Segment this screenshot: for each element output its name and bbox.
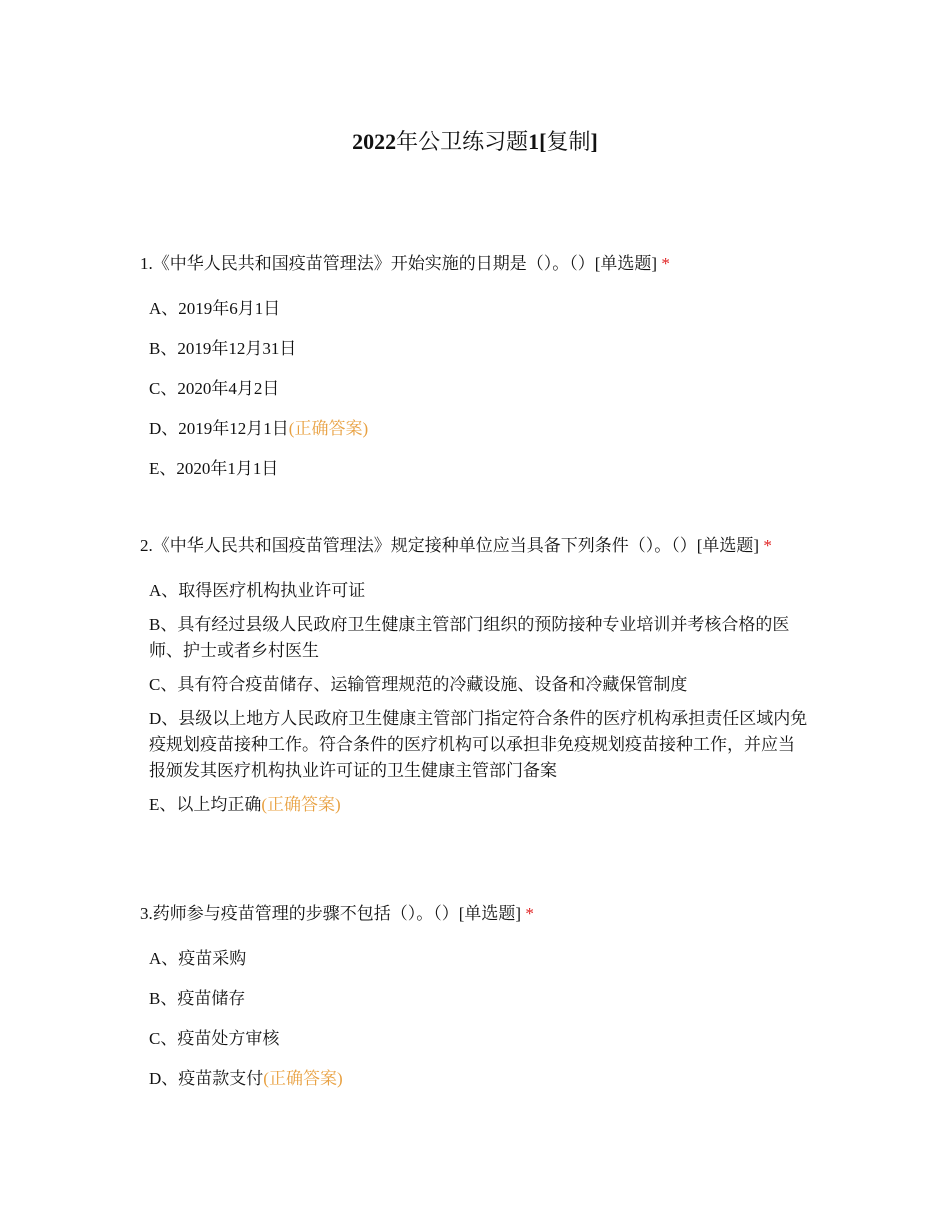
- required-mark: *: [763, 536, 772, 555]
- title-bracket-open: [: [539, 128, 547, 154]
- required-mark: *: [525, 904, 534, 923]
- question-text: 1.《中华人民共和国疫苗管理法》开始实施的日期是（）。（）[单选题]: [140, 254, 658, 273]
- question-stem: [140, 246, 810, 282]
- question-3: [140, 896, 810, 1106]
- option-d[interactable]: D、2019年12月1日(正确答案): [149, 419, 369, 438]
- option-d[interactable]: D、疫苗款支付(正确答案): [149, 1069, 343, 1088]
- option-e[interactable]: E、2020年1月1日: [149, 459, 279, 478]
- option-c[interactable]: C、2020年4月2日: [149, 379, 280, 398]
- option-c[interactable]: C、疫苗处方审核: [149, 1029, 280, 1048]
- option-a[interactable]: A、2019年6月1日: [149, 299, 281, 318]
- question-text: 2.《中华人民共和国疫苗管理法》规定接种单位应当具备下列条件（）。（）[单选题]: [140, 536, 760, 555]
- option-a[interactable]: A、取得医疗机构执业许可证: [149, 581, 366, 600]
- required-mark: *: [661, 254, 670, 273]
- option-b[interactable]: B、疫苗储存: [149, 989, 246, 1008]
- option-list: [149, 946, 810, 1092]
- title-year: 2022: [352, 128, 397, 154]
- title-main: 年公卫练习题: [396, 128, 529, 154]
- option-d[interactable]: D、县级以上地方人民政府卫生健康主管部门指定符合条件的医疗机构承担责任区域内免疫规划疫苗接种工作。符合条件的医疗机构可以承担非免疫规划疫苗接种工作，并应当报颁发其医疗机构执业许可证的卫生健康主管部门备案: [149, 709, 808, 780]
- question-2: [140, 528, 810, 826]
- title-bracket-close: ]: [590, 128, 598, 154]
- question-stem: [140, 528, 810, 564]
- correct-answer-mark: (正确答案): [263, 1069, 343, 1088]
- option-b[interactable]: B、具有经过县级人民政府卫生健康主管部门组织的预防接种专业培训并考核合格的医师、护士或者乡村医生: [149, 615, 790, 660]
- option-b[interactable]: B、2019年12月31日: [149, 339, 297, 358]
- title-suffix: 复制: [546, 128, 591, 154]
- option-list: [149, 578, 810, 818]
- question-1: [140, 246, 810, 496]
- option-list: [149, 296, 810, 482]
- option-c[interactable]: C、具有符合疫苗储存、运输管理规范的冷藏设施、设备和冷藏保管制度: [149, 675, 688, 694]
- correct-answer-mark: (正确答案): [288, 419, 369, 438]
- correct-answer-mark: (正确答案): [261, 795, 341, 814]
- option-e[interactable]: E、以上均正确(正确答案): [149, 795, 341, 814]
- question-text: 3.药师参与疫苗管理的步骤不包括（）。（）[单选题]: [140, 904, 522, 923]
- option-a[interactable]: A、疫苗采购: [149, 949, 247, 968]
- question-stem: [140, 896, 810, 932]
- title-num: 1: [528, 128, 540, 154]
- page-title: [0, 125, 950, 156]
